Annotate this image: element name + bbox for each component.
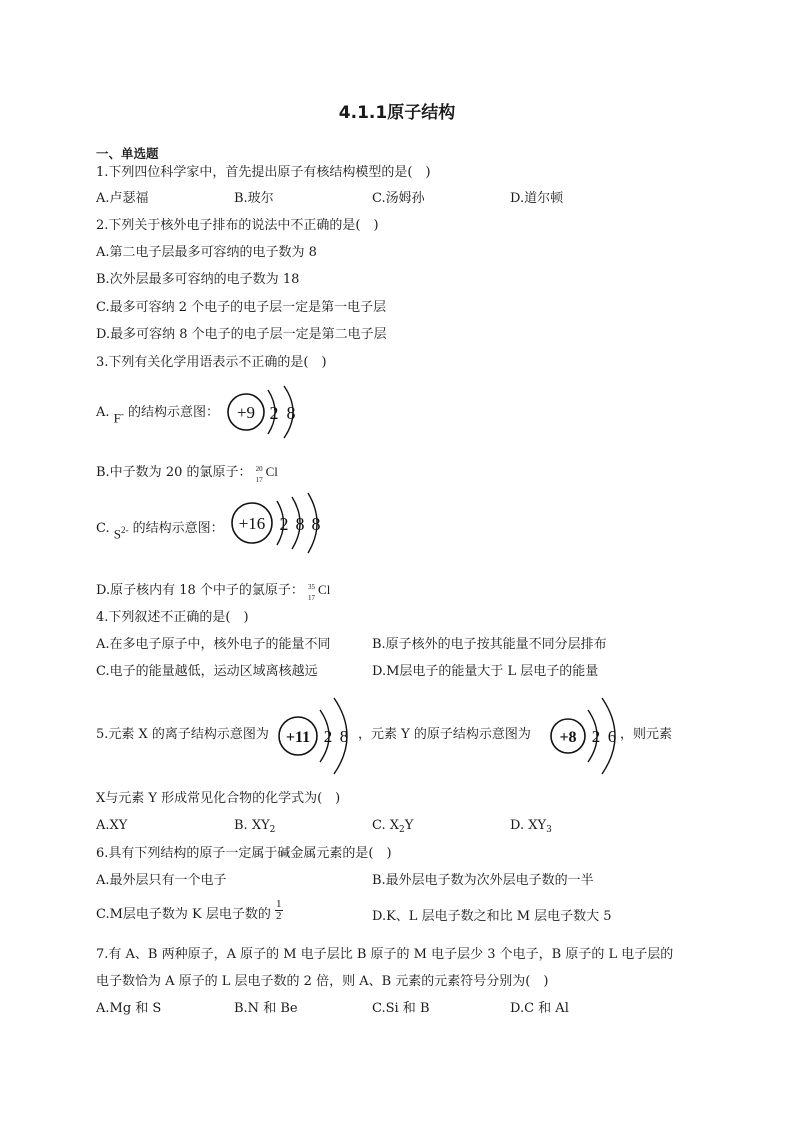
shell-electrons-2: 6: [607, 727, 617, 746]
q3-a-prefix: A.: [96, 405, 110, 420]
question-2-stem: 2.下列关于核外电子排布的说法中不正确的是( ): [96, 218, 379, 233]
q4-option-b: B.原子核外的电子按其能量不同分层排布: [372, 637, 607, 652]
nucleus-charge: +11: [285, 729, 311, 746]
q3-a-ion: F-: [113, 408, 124, 425]
q7-option-b: B.N 和 Be: [234, 1001, 298, 1016]
shell-electrons-1: 2: [269, 403, 279, 423]
q3-c-ion: $S^{2-}$: [113, 524, 129, 541]
q5-text-1: 5.元素 X 的离子结构示意图为: [96, 727, 269, 742]
question-6-stem: 6.具有下列结构的原子一定属于碱金属元素的是( ): [96, 846, 392, 861]
q2-option-b: B.次外层最多可容纳的电子数为 18: [96, 272, 300, 287]
shell-electrons-2: 8: [295, 514, 305, 534]
nucleus-charge: +8: [559, 729, 577, 746]
shell-electrons-2: 8: [339, 727, 349, 746]
question-7-line-2: 电子数恰为 A 原子的 L 层电子数的 2 倍，则 A、B 元素的元素符号分别为( ): [96, 974, 549, 989]
q6-option-c: C.M层电子数为 K 层电子数的 $\frac{1}{2}$: [96, 898, 282, 922]
nucleus-charge: +16: [238, 514, 266, 533]
shell-electrons-1: 2: [591, 727, 601, 746]
q4-option-c: C.电子的能量越低，运动区域离核越远: [96, 664, 318, 679]
q5-option-a: A.XY: [96, 818, 128, 833]
q4-option-a: A.在多电子原子中，核外电子的能量不同: [96, 637, 331, 652]
question-3-stem: 3.下列有关化学用语表示不正确的是( ): [96, 355, 327, 370]
q3-a-structure-diagram: [224, 382, 304, 442]
q5-text-3: ，则元素: [620, 727, 673, 742]
q5-option-c: C. $X_2Y$: [372, 818, 414, 835]
q1-option-a: A.卢瑟福: [96, 191, 149, 206]
section-heading: 一、单选题: [96, 146, 159, 161]
q3-a-suffix: 的结构示意图：: [128, 405, 220, 420]
q3-b-nuclide: 20 17 Cl: [255, 464, 278, 484]
q3-b-text: B.中子数为 20 的氯原子：: [96, 465, 252, 480]
q6-option-a: A.最外层只有一个电子: [96, 873, 227, 888]
q6-option-d: D.K、L 层电子数之和比 M 层电子数大 5: [372, 909, 612, 924]
q3-option-a: [96, 404, 219, 427]
q3-c-structure-diagram: [230, 492, 330, 554]
q2-option-a: A.第二电子层最多可容纳的电子数为 8: [96, 245, 317, 260]
q1-option-b: B.玻尔: [234, 191, 274, 206]
shell-electrons-3: 8: [311, 514, 321, 534]
q3-option-c: [96, 520, 224, 543]
q3-d-nuclide: 35 17 Cl: [308, 582, 331, 602]
q5-text-2: ，元素 Y 的原子结构示意图为: [358, 727, 531, 742]
q1-option-d: D.道尔顿: [510, 191, 564, 206]
q5-option-b: B. $XY_2$: [234, 818, 276, 835]
q2-option-c: C.最多可容纳 2 个电子的电子层一定是第一电子层: [96, 300, 387, 315]
q6-fraction: $\frac{1}{2}$: [276, 898, 282, 922]
nucleus-charge: +9: [236, 403, 256, 422]
q3-c-prefix: C.: [96, 521, 110, 536]
q3-option-d: [96, 578, 334, 600]
shell-electrons-2: 8: [286, 403, 296, 423]
page-title: 4.1.1原子结构: [338, 103, 456, 123]
q3-d-text: D.原子核内有 18 个中子的氯原子：: [96, 583, 304, 598]
q5-option-d: D. $XY_3$: [510, 818, 552, 835]
question-4-stem: 4.下列叙述不正确的是( ): [96, 610, 249, 625]
q2-option-d: D.最多可容纳 8 个电子的电子层一定是第二电子层: [96, 327, 387, 342]
q5-x-structure-diagram: [276, 694, 360, 778]
q5-text-4: X与元素 Y 形成常见化合物的化学式为( ): [96, 791, 341, 806]
q3-option-b: [96, 460, 282, 482]
question-1-stem: 1.下列四位科学家中，首先提出原子有核结构模型的是( ): [96, 165, 431, 180]
q7-option-d: D.C 和 Al: [510, 1001, 569, 1016]
shell-electrons-1: 2: [323, 727, 333, 746]
q6-option-b: B.最外层电子数为次外层电子数的一半: [372, 873, 594, 888]
q4-option-d: D.M层电子的能量大于 L 层电子的能量: [372, 664, 599, 679]
q1-option-c: C.汤姆孙: [372, 191, 425, 206]
q3-c-suffix: 的结构示意图：: [132, 521, 224, 536]
question-7-line-1: 7.有 A、B 两种原子，A 原子的 M 电子层比 B 原子的 M 电子层少 3 个电子，B 原子的 L 电子层的: [96, 947, 674, 962]
q7-option-a: A.Mg 和 S: [96, 1001, 162, 1016]
q7-option-c: C.Si 和 B: [372, 1001, 430, 1016]
shell-electrons-1: 2: [279, 514, 289, 534]
